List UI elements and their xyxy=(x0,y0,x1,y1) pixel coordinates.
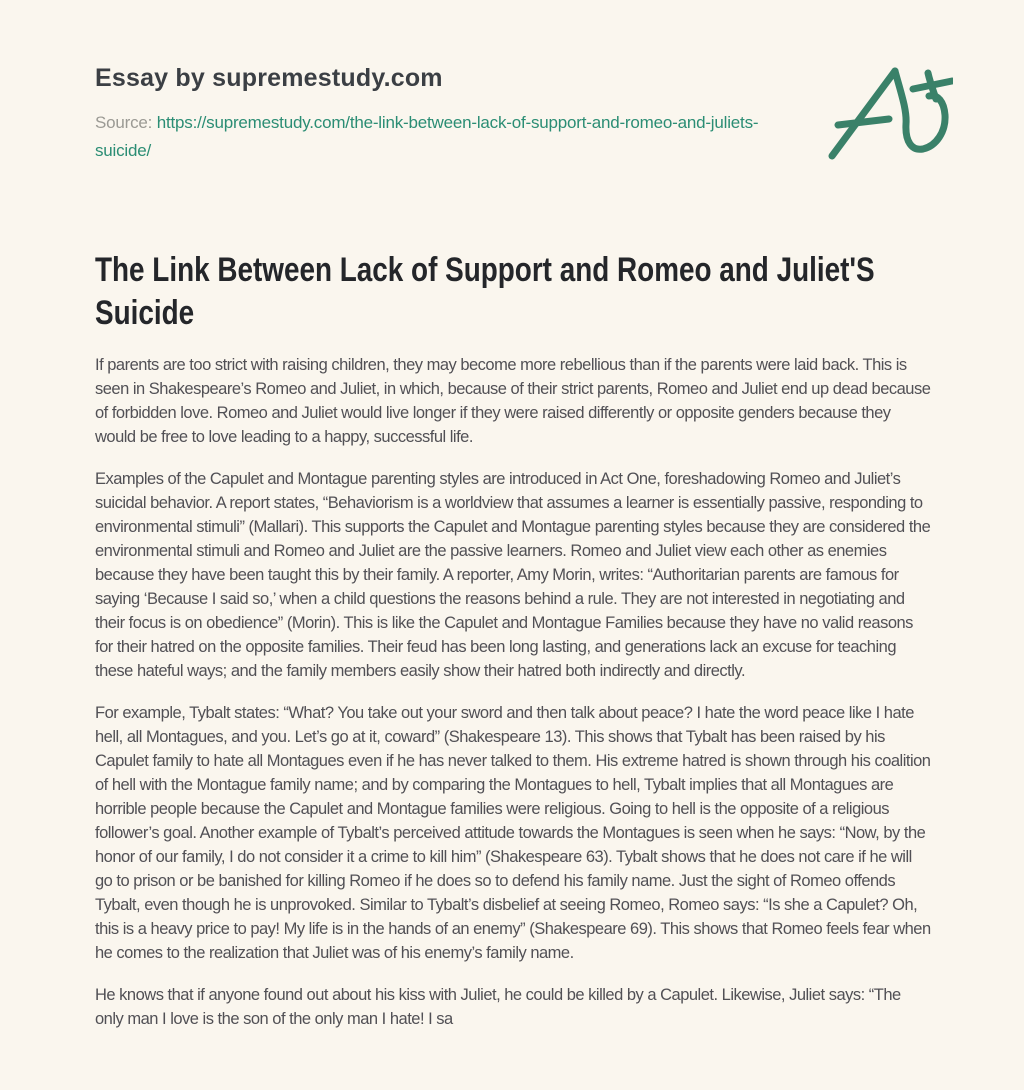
essay-paragraph-4: He knows that if anyone found out about his kiss with Juliet, he could be killed by a Capulet. Likewise, Juliet says: “The only man I love is the son of the only man I hate! I sa xyxy=(95,986,901,1028)
a-plus-logo-icon xyxy=(828,58,953,163)
essay-paragraph-3: For example, Tybalt states: “What? You take out your sword and then talk about peace? I hate the word peace like I hate hell, all Montagues, and you. Let’s go at it, coward” (Shakespeare 13). This shows that Tybalt has been raised by his Capulet family to hate all Montagues even if he has never talked to them. His extreme hatred is shown through his coalition of hell with the Montague family name; and by comparing the Montagues to hell, Tybalt implies that all Montagues are horrible people because the Capulet and Montague families were religious. Going to hell is the opposite of a religious follower’s goal. Another example of Tybalt’s perceived attitude towards the Montagues is seen when he says: “Now, by the honor of our family, I do not consider it a crime to kill him” (Shakespeare 63). Tybalt shows that he does not care if he will go to prison or be banished for killing Romeo if he does so to defend his family name. Just the sight of Romeo offends Tybalt, even though he is unprovoked. Similar to Tybalt’s disbelief at seeing Romeo, Romeo says: “Is she a Capulet? Oh, this is a heavy price to pay! My life is in the hands of an enemy” (Shakespeare 69). This shows that Romeo feels fear when he comes to the realization that Juliet was of his enemy’s family name. xyxy=(95,704,931,962)
site-title: Essay by supremestudy.com xyxy=(95,64,443,92)
source-url-link[interactable]: https://supremestudy.com/the-link-between-lack-of-support-and-romeo-and-juliets-suicide/ xyxy=(95,113,759,160)
essay-title: The Link Between Lack of Support and Romeo and Juliet'S Suicide xyxy=(95,251,875,332)
essay-paragraph-2: Examples of the Capulet and Montague parenting styles are introduced in Act One, foreshadowing Romeo and Juliet’s suicidal behavior. A report states, “Behaviorism is a worldview that assumes a learner is essentially passive, responding to environmental stimuli” (Mallari). This supports the Capulet and Montague parenting styles because they are considered the environmental stimuli and Romeo and Juliet are the passive learners. Romeo and Juliet view each other as enemies because they have been taught this by their family. A reporter, Amy Morin, writes: “Authoritarian parents are famous for saying ‘Because I said so,’ when a child questions the reasons behind a rule. They are not interested in negotiating and their focus is on obedience” (Morin). This is like the Capulet and Montague Families because they have no valid reasons for their hatred on the opposite families. Their feud has been long lasting, and generations lack an excuse for teaching these hateful ways; and the family members easily show their hatred both indirectly and directly. xyxy=(95,470,931,680)
source-label: Source: xyxy=(95,113,153,132)
essay-paragraph-1: If parents are too strict with raising children, they may become more rebellious than if the parents were laid back. This is seen in Shakespeare’s Romeo and Juliet, in which, because of their strict parents, Romeo and Juliet end up dead because of forbidden love. Romeo and Juliet would live longer if they were raised differently or opposite genders because they would be free to love leading to a happy, successful life. xyxy=(95,356,931,446)
essay-body xyxy=(95,353,930,1031)
source-line xyxy=(95,109,785,165)
